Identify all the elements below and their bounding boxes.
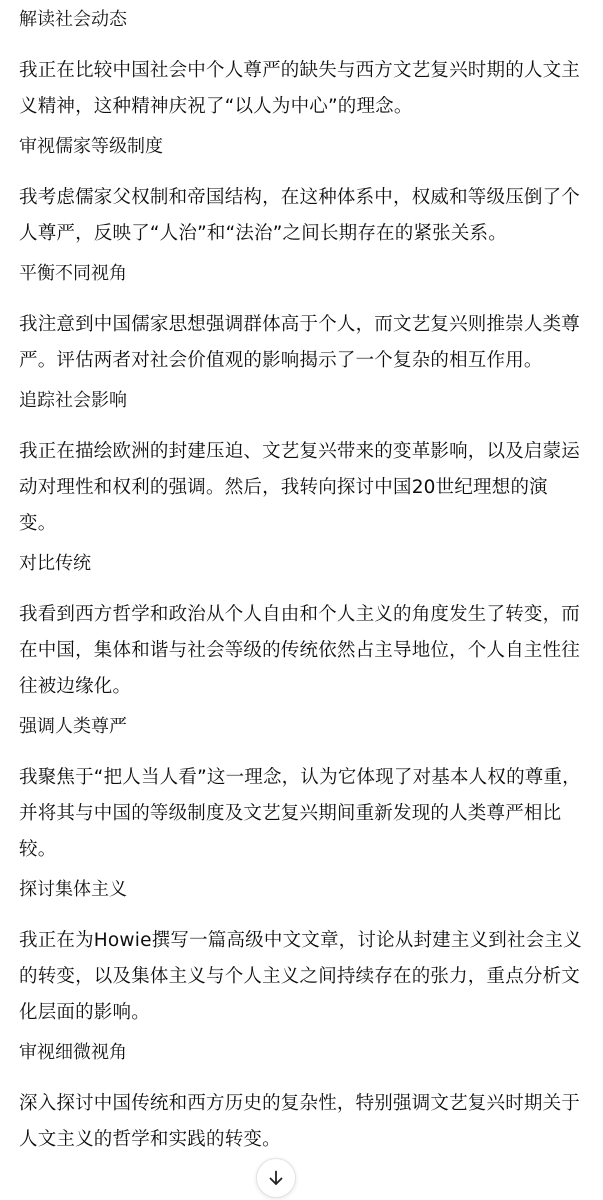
thought-section-1	[19, 8, 585, 125]
thought-section-6	[19, 715, 585, 868]
section-title: 平衡不同视角	[19, 263, 127, 284]
section-body: 我注意到中国儒家思想强调群体高于个人，而文艺复兴则推崇人类尊严。评估两者对社会价值观的影响揭示了一个复杂的相互作用。	[19, 314, 581, 371]
arrow-down-icon	[266, 1168, 286, 1188]
thought-section-4	[19, 389, 585, 542]
section-body: 我聚焦于“把人当人看”这一理念，认为它体现了对基本人权的尊重，并将其与中国的等级制度及文艺复兴期间重新发现的人类尊严相比较。	[19, 767, 581, 860]
scroll-to-bottom-button[interactable]	[256, 1158, 296, 1198]
thought-section-7	[19, 878, 585, 1031]
section-body: 我正在为Howie撰写一篇高级中文文章，讨论从封建主义到社会主义的转变，以及集体主义与个人主义之间持续存在的张力，重点分析文化层面的影响。	[19, 930, 582, 1023]
section-body: 我正在描绘欧洲的封建压迫、文艺复兴带来的变革影响，以及启蒙运动对理性和权利的强调。然后，我转向探讨中国20世纪理想的演变。	[19, 441, 581, 534]
thought-list	[19, 8, 585, 1168]
section-title: 追踪社会影响	[19, 390, 127, 411]
thought-section-5	[19, 552, 585, 705]
section-title: 审视细微视角	[19, 1042, 127, 1063]
section-body: 我考虑儒家父权制和帝国结构，在这种体系中，权威和等级压倒了个人尊严，反映了“人治”和“法治”之间长期存在的紧张关系。	[19, 187, 581, 244]
section-title: 探讨集体主义	[19, 879, 127, 900]
thought-section-8	[19, 1041, 585, 1158]
section-body: 我看到西方哲学和政治从个人自由和个人主义的角度发生了转变，而在中国，集体和谐与社会等级的传统依然占主导地位，个人自主性往往被边缘化。	[19, 604, 581, 697]
section-body: 我正在比较中国社会中个人尊严的缺失与西方文艺复兴时期的人文主义精神，这种精神庆祝了“以人为中心”的理念。	[19, 60, 581, 117]
thought-section-3	[19, 262, 585, 379]
section-title: 强调人类尊严	[19, 716, 127, 737]
section-title: 对比传统	[19, 553, 91, 574]
section-title: 解读社会动态	[19, 9, 127, 30]
section-title: 审视儒家等级制度	[19, 136, 163, 157]
section-body: 深入探讨中国传统和西方历史的复杂性，特别强调文艺复兴时期关于人文主义的哲学和实践的转变。	[19, 1093, 581, 1150]
thought-section-2	[19, 135, 585, 252]
